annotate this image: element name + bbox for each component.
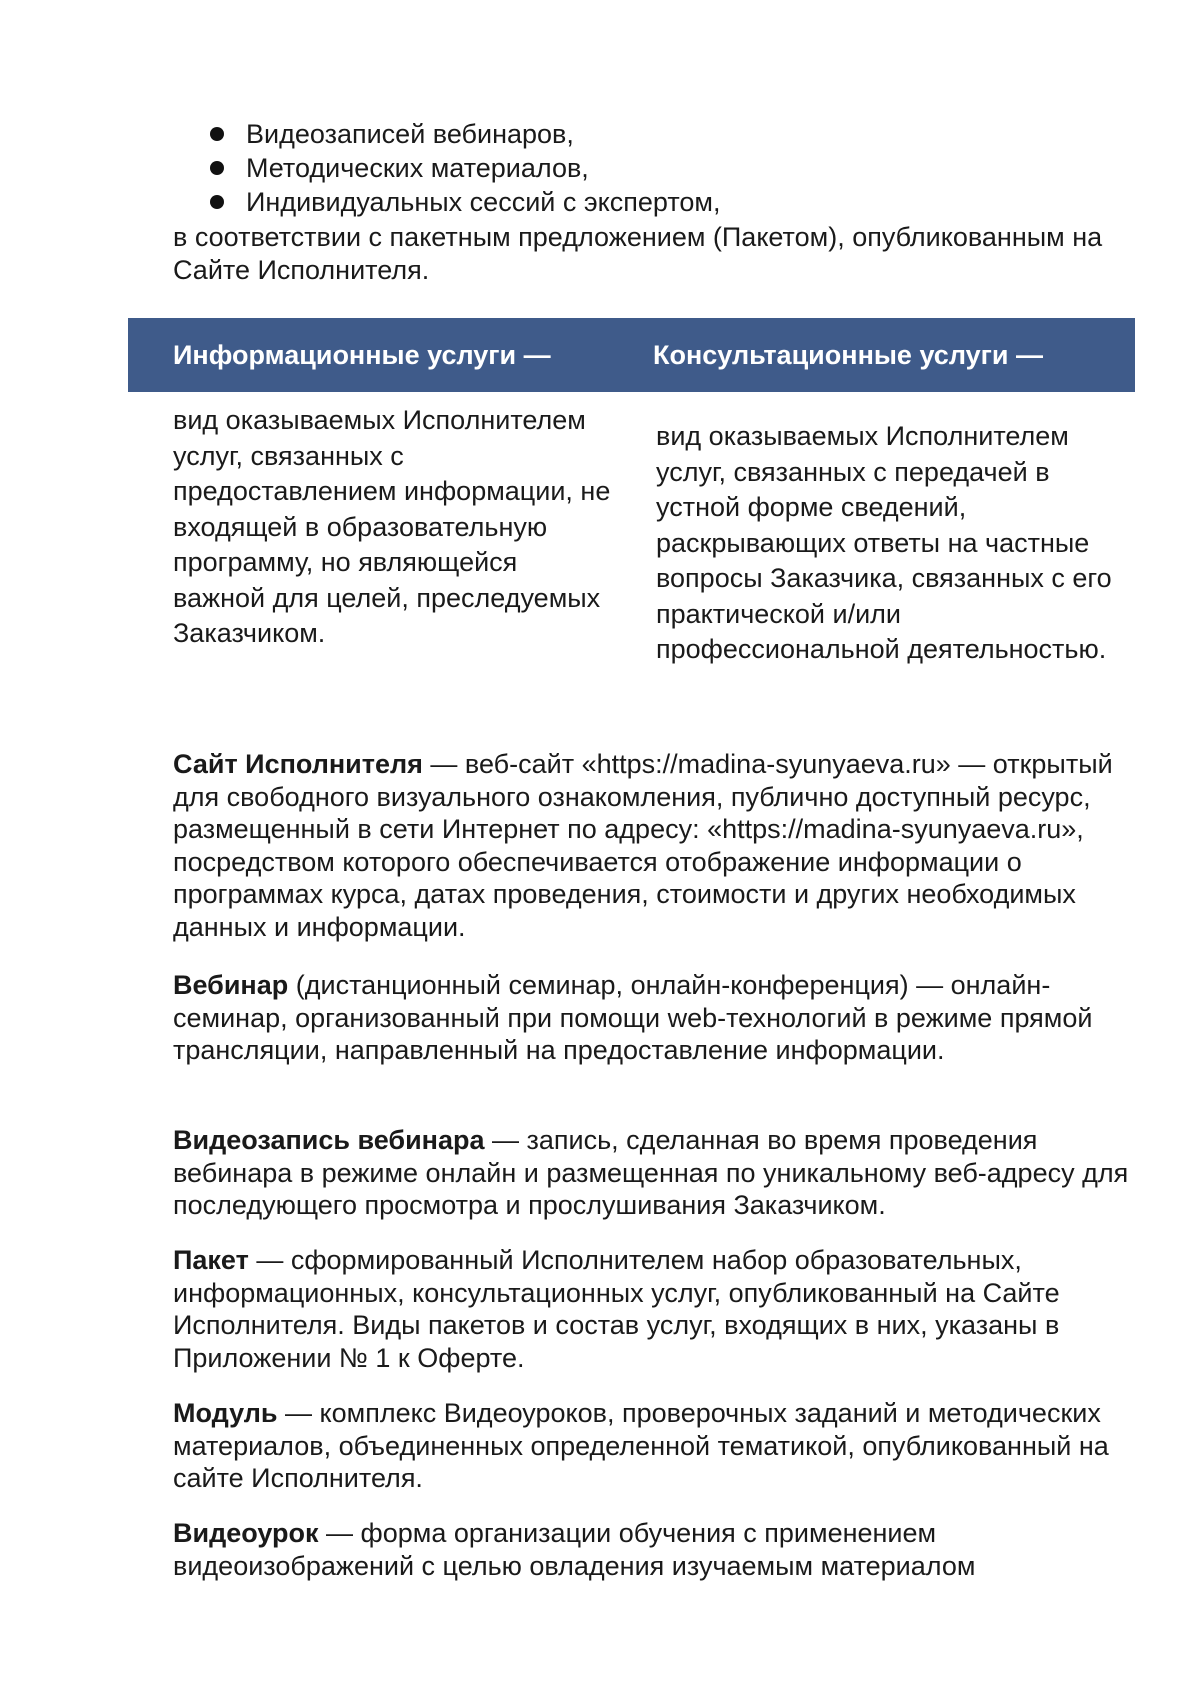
definition-package: [173, 1244, 1148, 1374]
definition-term: Видеозапись вебинара: [173, 1125, 485, 1155]
definition-term: Вебинар: [173, 970, 289, 1000]
definition-site: [173, 748, 1148, 943]
services-table-header: [128, 318, 1135, 392]
definition-text: — сформированный Исполнителем набор образовательных, информационных, консультационных услуг, опубликованный на Сайте Исполнителя. Виды пакетов и состав услуг, входящих в них, указаны в Приложении № 1 к Оферте.: [173, 1245, 1060, 1373]
list-item: Методических материалов,: [210, 151, 720, 185]
definition-webinar: [173, 969, 1148, 1067]
bullet-icon: [210, 195, 224, 209]
consult-services-description: вид оказываемых Исполнителем услуг, связанных с передачей в устной форме сведений, раскрывающих ответы на частные вопросы Заказчика, связанных с его практической и/или профессиональной деятельностью.: [656, 421, 1112, 664]
definition-term: Сайт Исполнителя: [173, 749, 423, 779]
definition-text: — веб-сайт «https://madina-syunyaeva.ru» — открытый для свободного визуального ознакомления, публично доступный ресурс, размещенный в сети Интернет по адресу: «https://madina-syunyaeva.ru», посредством которого обеспечивается отображение информации о программах курса, датах проведения, стоимости и других необходимых данных и информации.: [173, 749, 1113, 942]
intro-paragraph: в соответствии с пакетным предложением (Пакетом), опубликованным на Сайте Исполнителя.: [173, 222, 1103, 285]
definition-module: [173, 1397, 1148, 1495]
definition-video-lesson: [173, 1517, 1148, 1582]
definition-text: — запись, сделанная во время проведения вебинара в режиме онлайн и размещенная по уникальному веб-адресу для последующего просмотра и прослушивания Заказчиком.: [173, 1125, 1129, 1220]
list-item: Видеозаписей вебинаров,: [210, 117, 720, 151]
definition-webinar-recording: [173, 1124, 1148, 1222]
bullet-list: [210, 117, 720, 219]
bullet-icon: [210, 127, 224, 141]
info-services-header: Информационные услуги —: [173, 340, 551, 370]
definition-text: (дистанционный семинар, онлайн-конференция) — онлайн-семинар, организованный при помощи web-технологий в режиме прямой трансляции, направленный на предоставление информации.: [173, 970, 1093, 1065]
list-item: Индивидуальных сессий с экспертом,: [210, 185, 720, 219]
bullet-icon: [210, 161, 224, 175]
definition-term: Видеоурок: [173, 1518, 319, 1548]
definition-text: — комплекс Видеоуроков, проверочных заданий и методических материалов, объединенных определенной тематикой, опубликованный на сайте Исполнителя.: [173, 1398, 1109, 1493]
definition-term: Пакет: [173, 1245, 249, 1275]
info-services-description: вид оказываемых Исполнителем услуг, связанных с предоставлением информации, не входящей в образовательную программу, но являющейся важной для целей, преследуемых Заказчиком.: [173, 405, 611, 648]
definition-term: Модуль: [173, 1398, 278, 1428]
consult-services-header: Консультационные услуги —: [653, 340, 1043, 370]
definition-text: — форма организации обучения с применением видеоизображений с целью овладения изучаемым материалом: [173, 1518, 976, 1581]
